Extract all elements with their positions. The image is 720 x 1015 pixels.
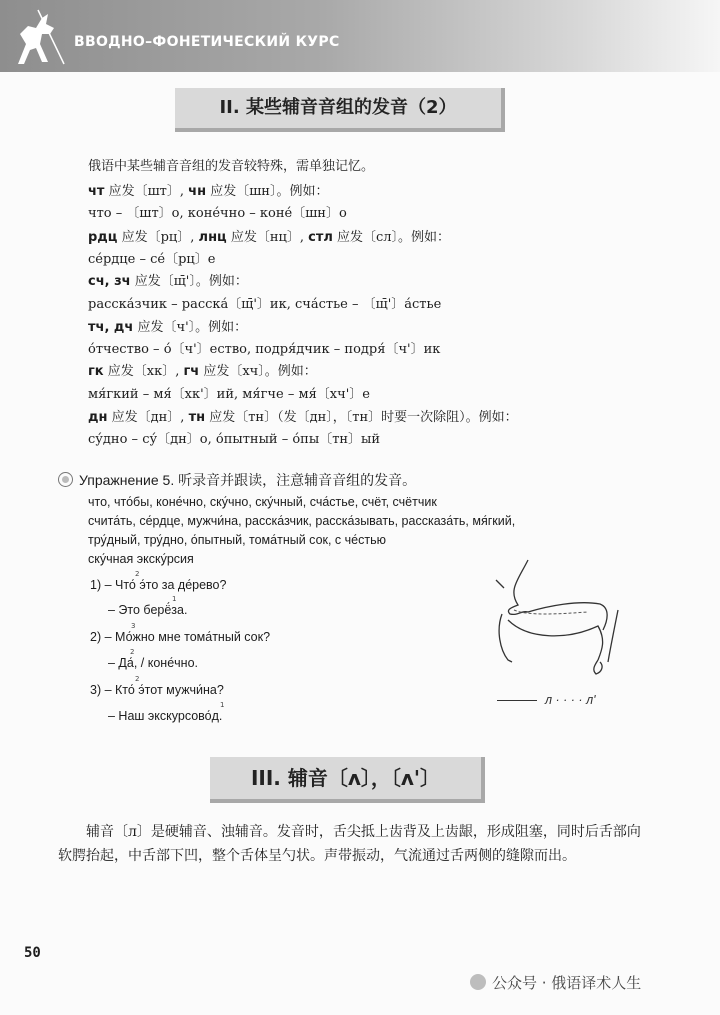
- consonant-group: сч, зч: [88, 274, 131, 289]
- rule-text: 应发〔тн〕（发〔дн〕，〔тн〕时要一次除阻）。例如：: [205, 410, 518, 425]
- consonant-group: лнц: [198, 230, 227, 245]
- sketch-label: л · · · · л': [545, 693, 596, 707]
- consonant-description: 辅音〔л〕是硬辅音、浊辅音。发音时，舌尖抵上齿背及上齿龈，形成阻塞，同时后舌部向软腭抬起，中舌部下凹，整个舌体呈勺状。声带振动，气流通过舌两侧的缝隙而出。: [58, 824, 641, 864]
- rule-text: мя́гкий – мя́〔хк'〕ий, мя́гче – мя́〔хч'〕е: [88, 387, 370, 402]
- consonant-group: стл: [308, 230, 333, 245]
- intonation-mark: 2: [130, 648, 135, 656]
- intonation-mark: 1: [172, 595, 177, 603]
- rule-text: что – 〔шт〕о, коне́чно – коне́〔шн〕о: [88, 206, 347, 221]
- rule-line: [88, 406, 518, 425]
- rule-line: [88, 270, 248, 289]
- rule-text: 应发〔хч〕。例如：: [199, 364, 317, 379]
- section-2-heading: II. 某些辅音音组的发音（2）: [175, 88, 505, 132]
- consonant-group: чн: [188, 184, 207, 199]
- exercise-line: счита́ть, се́рдце, мужчи́на, расска́зчик, расска́зывать, рассказа́ть, мя́гкий,: [88, 514, 516, 528]
- rule-line: [88, 248, 215, 267]
- rule-line: [88, 293, 441, 312]
- intro-text: 俄语中某些辅音音组的发音较特殊，需单独记忆。: [88, 159, 375, 174]
- rule-line: [88, 428, 380, 447]
- rule-text: 应发〔нц〕,: [226, 230, 309, 245]
- watermark: [470, 972, 641, 993]
- section-3-heading: III. 辅音〔ʌ〕，〔ʌ'〕: [210, 757, 485, 803]
- consonant-group: тн: [188, 410, 206, 425]
- rule-line: [88, 226, 450, 245]
- consonant-group: дн: [88, 410, 108, 425]
- dialogue-2-answer: – Да́, / коне́чно.: [108, 656, 198, 670]
- rule-text: 应发〔щ̄'〕。例如：: [130, 274, 248, 289]
- dialogue-2-question: 2) – Мо́жно мне тома́тный сок?: [90, 630, 271, 644]
- rule-line: [88, 202, 347, 221]
- rule-text: 应发〔шн〕。例如：: [206, 184, 329, 199]
- rule-text: се́рдце – се́〔рц〕е: [88, 252, 216, 267]
- dialogue-3-question: 3) – Кто́ э́тот мужчи́на?: [90, 683, 224, 697]
- rule-text: 应发〔хк〕,: [103, 364, 184, 379]
- page-number: 50: [24, 945, 41, 961]
- rule-line: [88, 383, 370, 402]
- dialogue-3-answer: – Наш экскурсово́д.: [108, 709, 223, 723]
- intonation-mark: 1: [220, 701, 225, 709]
- consonant-group: тч, дч: [88, 320, 134, 335]
- rule-text: о́тчество – о́〔ч'〕ество, подря́дчик – подря́〔ч'〕ик: [88, 342, 441, 357]
- rule-text: 应发〔рц〕,: [117, 230, 199, 245]
- rule-text: расска́зчик – расска́〔щ̄'〕ик, сча́стье – 〔щ̄'〕а́стье: [88, 297, 442, 312]
- consonant-group: чт: [88, 184, 105, 199]
- rule-text: су́дно – су́〔дн〕о, о́пытный – о́пы〔тн〕ый: [88, 432, 381, 447]
- rule-text: 应发〔ч'〕。例如：: [133, 320, 248, 335]
- horse-rider-icon: [8, 4, 68, 68]
- audio-icon[interactable]: [58, 472, 73, 487]
- intonation-mark: 2: [135, 675, 140, 683]
- exercise-line: ску́чная экску́рсия: [88, 552, 194, 566]
- consonant-group: рдц: [88, 230, 118, 245]
- rule-line: [88, 360, 317, 379]
- consonant-group: гк: [88, 364, 104, 379]
- wechat-icon: [470, 974, 486, 990]
- consonant-group: гч: [183, 364, 200, 379]
- rule-text: 应发〔дн〕,: [107, 410, 189, 425]
- rule-text: 应发〔сл〕。例如：: [332, 230, 451, 245]
- intonation-mark: 3: [131, 622, 136, 630]
- intonation-mark: 2: [135, 570, 140, 578]
- rule-line: [88, 316, 247, 335]
- dialogue-1-question: 1) – Что́ э́то за де́рево?: [90, 578, 227, 592]
- rule-text: 应发〔шт〕,: [104, 184, 189, 199]
- exercise-line: что, что́бы, коне́чно, ску́чно, ску́чный, сча́стье, счёт, счётчик: [88, 495, 437, 509]
- page-header: [0, 0, 720, 72]
- legend-line: [497, 700, 537, 701]
- dialogue-1-answer: – Это берё́за.: [108, 603, 188, 617]
- rule-line: [88, 338, 440, 357]
- course-title: ВВОДНО–ФОНЕТИЧЕСКИЙ КУРС: [74, 34, 340, 50]
- exercise-heading: [58, 470, 416, 490]
- exercise-line: тру́дный, тру́дно, о́пытный, тома́тный сок, с че́стью: [88, 533, 386, 547]
- exercise-heading-text: Упражнение 5. 听录音并跟读，注意辅音音组的发音。: [79, 472, 417, 488]
- watermark-text: 公众号 · 俄语译术人生: [492, 974, 642, 992]
- rule-line: [88, 180, 328, 199]
